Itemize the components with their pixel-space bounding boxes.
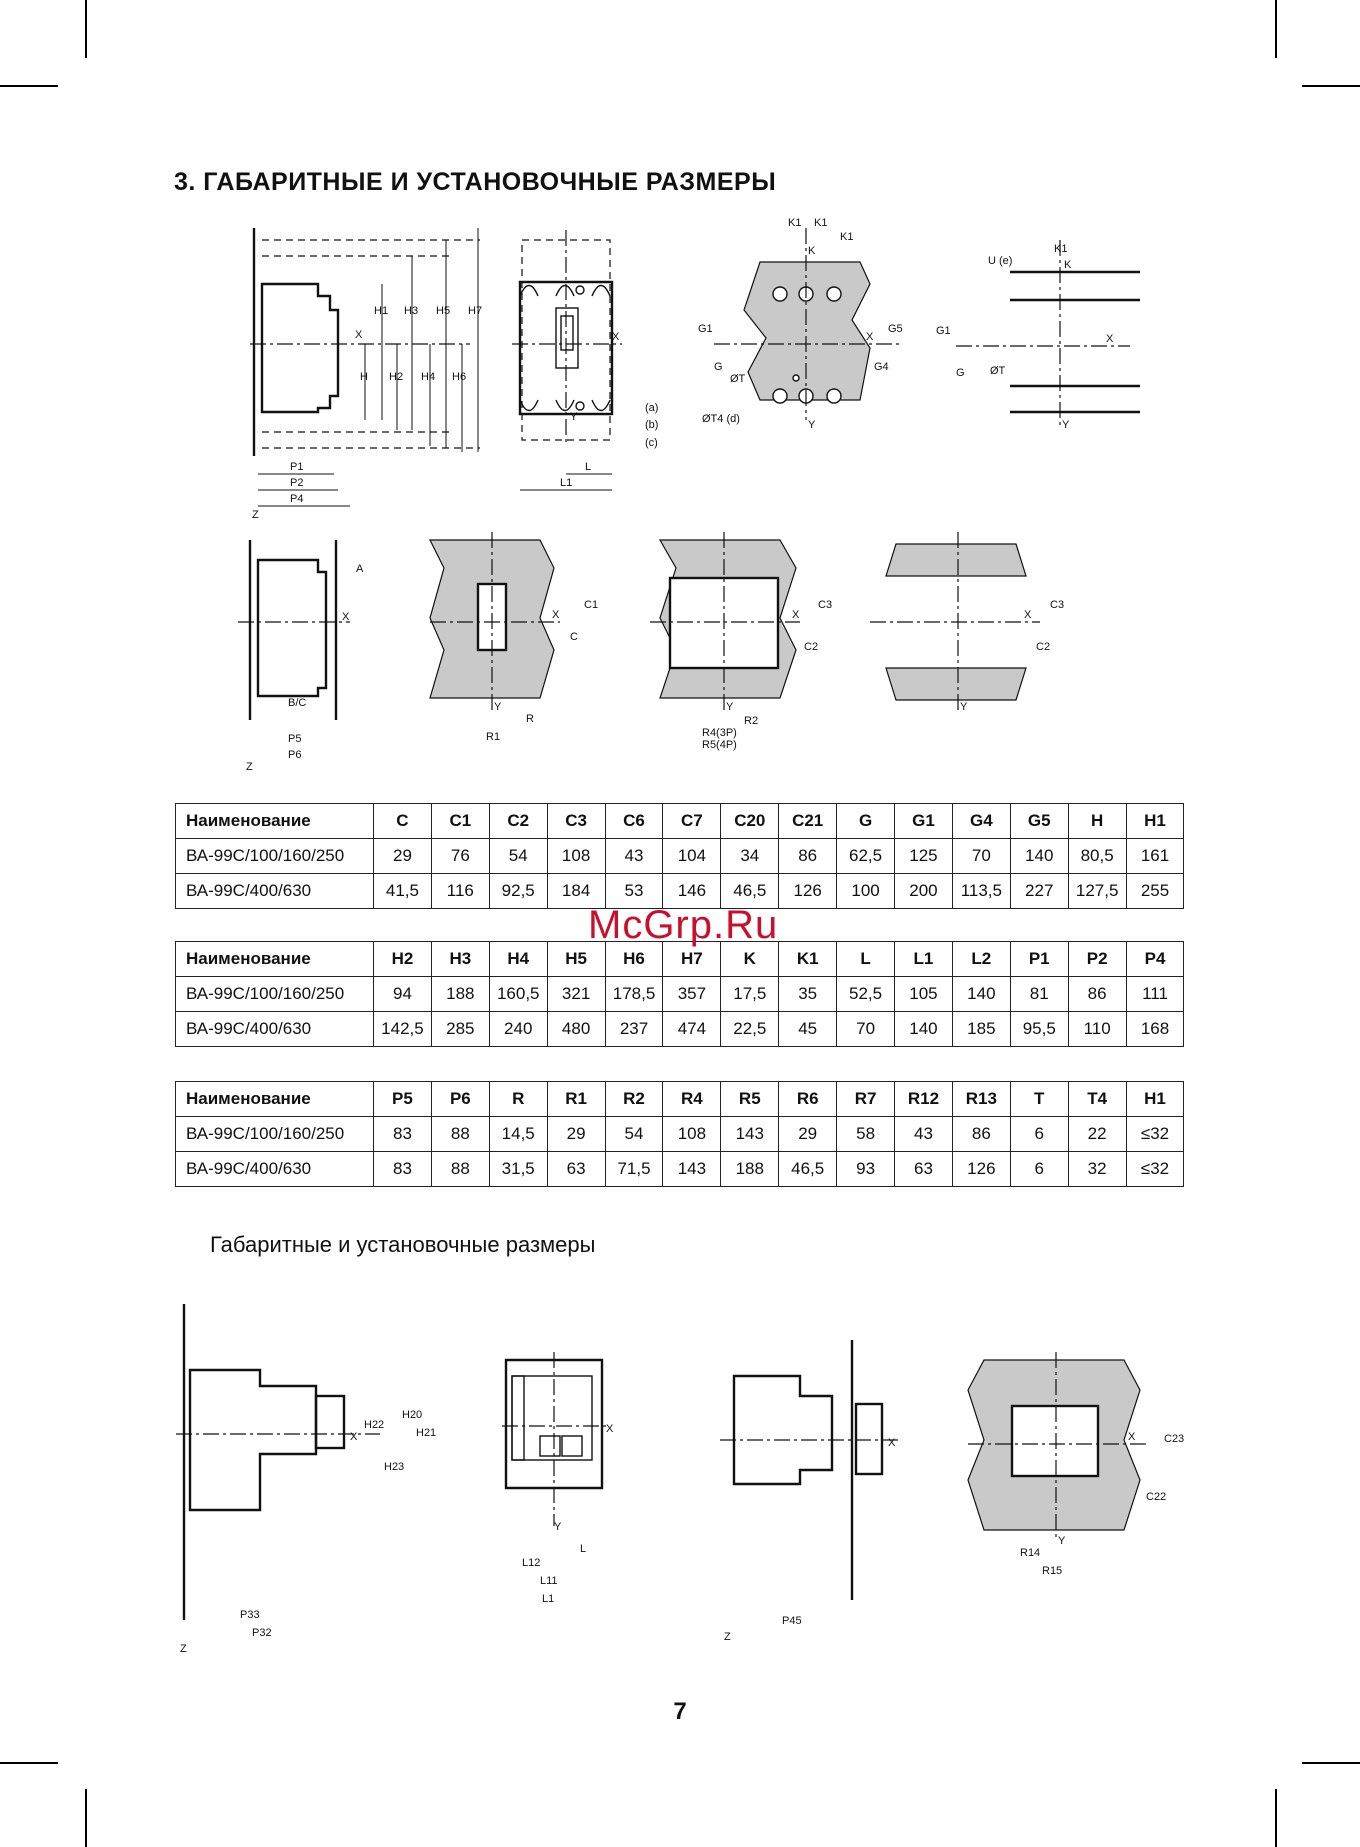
page-number: 7 [673, 1698, 687, 1725]
table-cell: 127,5 [1068, 874, 1126, 909]
svg-text:Y: Y [1062, 419, 1070, 431]
column-header: P1 [1010, 942, 1068, 977]
table-cell: 43 [895, 1117, 953, 1152]
svg-text:Z: Z [246, 761, 253, 773]
table-cell: 184 [547, 874, 605, 909]
table-row [176, 1012, 1184, 1047]
table-cell: 126 [779, 874, 837, 909]
svg-text:H21: H21 [416, 1427, 437, 1439]
table-cell: 22 [1068, 1117, 1126, 1152]
table-row [176, 1117, 1184, 1152]
svg-text:C22: C22 [1146, 1491, 1167, 1503]
svg-text:P1: P1 [290, 461, 304, 473]
table-cell: 29 [547, 1117, 605, 1152]
column-header: H2 [374, 942, 432, 977]
svg-text:L: L [580, 1543, 587, 1555]
svg-text:ØT: ØT [990, 365, 1006, 377]
table-cell: ВА-99С/100/160/250 [176, 839, 374, 874]
column-header: C21 [779, 804, 837, 839]
table-cell: 321 [547, 977, 605, 1012]
table-cell: 54 [605, 1117, 663, 1152]
svg-text:K1: K1 [840, 231, 854, 243]
svg-text:G: G [956, 367, 965, 379]
table-cell: 46,5 [779, 1152, 837, 1187]
table-cell: 94 [374, 977, 432, 1012]
table-cell: 111 [1126, 977, 1184, 1012]
svg-text:H4: H4 [421, 371, 436, 383]
table-cell: 46,5 [721, 874, 779, 909]
svg-text:C23: C23 [1164, 1433, 1185, 1445]
column-header: C2 [489, 804, 547, 839]
table-cell: 285 [431, 1012, 489, 1047]
figure-accessory-rear-mount [720, 1340, 900, 1643]
column-header: G4 [952, 804, 1010, 839]
column-header: Наименование [176, 1082, 374, 1117]
column-header: H4 [489, 942, 547, 977]
table-cell: 357 [663, 977, 721, 1012]
svg-text:(b): (b) [645, 419, 659, 431]
svg-text:K1: K1 [788, 217, 802, 229]
section-heading: 3. ГАБАРИТНЫЕ И УСТАНОВОЧНЫЕ РАЗМЕРЫ [174, 168, 777, 196]
svg-text:H7: H7 [468, 305, 483, 317]
table-cell: 32 [1068, 1152, 1126, 1187]
svg-text:L11: L11 [540, 1575, 558, 1587]
svg-text:Y: Y [960, 701, 968, 713]
svg-text:Z: Z [180, 1643, 187, 1655]
table-cell: 480 [547, 1012, 605, 1047]
svg-text:U (e): U (e) [988, 255, 1013, 267]
column-header: H7 [663, 942, 721, 977]
figure-busbar-connection [936, 240, 1140, 431]
table-cell: ВА-99С/400/630 [176, 1012, 374, 1047]
table-cell: 80,5 [1068, 839, 1126, 874]
svg-text:H5: H5 [436, 305, 451, 317]
table-cell: 86 [1068, 977, 1126, 1012]
svg-text:P33: P33 [240, 1609, 260, 1621]
table-row [176, 977, 1184, 1012]
table-cell: 35 [779, 977, 837, 1012]
svg-text:G5: G5 [888, 323, 903, 335]
column-header: R6 [779, 1082, 837, 1117]
svg-text:P32: P32 [252, 1627, 272, 1639]
table-cell: 6 [1010, 1152, 1068, 1187]
table-cell: 22,5 [721, 1012, 779, 1047]
svg-text:C3: C3 [1050, 599, 1065, 611]
svg-text:L1: L1 [560, 477, 573, 489]
table-cell: 92,5 [489, 874, 547, 909]
table-cell: 188 [721, 1152, 779, 1187]
column-header: R4 [663, 1082, 721, 1117]
table-cell: 31,5 [489, 1152, 547, 1187]
table-cell: 108 [663, 1117, 721, 1152]
svg-text:R14: R14 [1020, 1547, 1041, 1559]
table-cell: ВА-99С/100/160/250 [176, 1117, 374, 1152]
table-cell: 83 [374, 1152, 432, 1187]
column-header: H [1068, 804, 1126, 839]
table-cell: 178,5 [605, 977, 663, 1012]
svg-text:G4: G4 [874, 361, 889, 373]
svg-text:H2: H2 [389, 371, 404, 383]
table-cell: 140 [952, 977, 1010, 1012]
dimensions-table-2 [175, 941, 1184, 1047]
table-cell: 53 [605, 874, 663, 909]
figure-cutout-wide [650, 532, 832, 751]
column-header: G5 [1010, 804, 1068, 839]
table-cell: 160,5 [489, 977, 547, 1012]
svg-text:X: X [342, 611, 350, 623]
table-cell: 113,5 [952, 874, 1010, 909]
column-header: T [1010, 1082, 1068, 1117]
table-cell: 143 [721, 1117, 779, 1152]
table-cell: ≤32 [1126, 1117, 1184, 1152]
table-cell: 43 [605, 839, 663, 874]
svg-text:C2: C2 [804, 641, 819, 653]
table-cell: 140 [1010, 839, 1068, 874]
svg-text:L12: L12 [522, 1557, 541, 1569]
svg-text:C2: C2 [1036, 641, 1051, 653]
svg-text:X: X [612, 331, 620, 343]
svg-text:P5: P5 [288, 733, 302, 745]
figure-side-mount [238, 540, 364, 773]
column-header: P5 [374, 1082, 432, 1117]
dimensions-table-3 [175, 1081, 1184, 1187]
svg-text:Y: Y [570, 411, 578, 423]
table-cell: 125 [895, 839, 953, 874]
svg-text:(c): (c) [645, 437, 658, 449]
table-cell: 126 [952, 1152, 1010, 1187]
svg-text:Y: Y [726, 701, 734, 713]
column-header: L2 [952, 942, 1010, 977]
svg-text:K1: K1 [1054, 243, 1068, 255]
svg-text:X: X [552, 609, 560, 621]
table-cell: 52,5 [837, 977, 895, 1012]
svg-text:ØT4 (d): ØT4 (d) [702, 413, 740, 425]
svg-text:C3: C3 [818, 599, 833, 611]
column-header: R [489, 1082, 547, 1117]
column-header: K [721, 942, 779, 977]
table-cell: 76 [431, 839, 489, 874]
svg-text:K: K [808, 245, 816, 257]
table-cell: 29 [374, 839, 432, 874]
svg-text:R15: R15 [1042, 1565, 1063, 1577]
svg-text:Z: Z [724, 1631, 731, 1643]
svg-text:A: A [356, 563, 364, 575]
table-cell: 86 [952, 1117, 1010, 1152]
table-cell: 95,5 [1010, 1012, 1068, 1047]
table-cell: 58 [837, 1117, 895, 1152]
table-cell: 93 [837, 1152, 895, 1187]
table-cell: 108 [547, 839, 605, 874]
table-header-row [176, 804, 1184, 839]
column-header: G1 [895, 804, 953, 839]
svg-text:(a): (a) [645, 402, 659, 414]
svg-text:L: L [585, 461, 592, 473]
table-cell: 185 [952, 1012, 1010, 1047]
table-cell: 88 [431, 1117, 489, 1152]
svg-text:ØT: ØT [730, 373, 746, 385]
table-cell: 14,5 [489, 1117, 547, 1152]
table-cell: ВА-99С/400/630 [176, 874, 374, 909]
figure-accessory-front [502, 1352, 614, 1605]
table-cell: ≤32 [1126, 1152, 1184, 1187]
table-cell: 161 [1126, 839, 1184, 874]
svg-text:H22: H22 [364, 1419, 385, 1431]
table-cell: 240 [489, 1012, 547, 1047]
column-header: H1 [1126, 804, 1184, 839]
column-header: K1 [779, 942, 837, 977]
svg-text:G: G [714, 361, 723, 373]
svg-text:R2: R2 [744, 715, 759, 727]
figure-drilling-pattern [698, 217, 903, 431]
column-header: C [374, 804, 432, 839]
svg-text:P6: P6 [288, 749, 302, 761]
svg-text:R1: R1 [486, 731, 501, 743]
svg-text:P4: P4 [290, 493, 304, 505]
svg-text:X: X [355, 329, 363, 341]
table-cell: 116 [431, 874, 489, 909]
table-cell: 227 [1010, 874, 1068, 909]
column-header: P2 [1068, 942, 1126, 977]
table-cell: 255 [1126, 874, 1184, 909]
svg-text:Y: Y [494, 701, 502, 713]
table-cell: 474 [663, 1012, 721, 1047]
svg-text:P2: P2 [290, 477, 304, 489]
svg-text:X: X [606, 1423, 614, 1435]
svg-text:H: H [360, 371, 368, 383]
svg-text:H20: H20 [402, 1409, 423, 1421]
svg-text:H1: H1 [374, 305, 389, 317]
column-header: C6 [605, 804, 663, 839]
column-header: T4 [1068, 1082, 1126, 1117]
dimensions-table-1 [175, 803, 1184, 909]
figure-accessory-side [176, 1304, 436, 1655]
svg-text:H6: H6 [452, 371, 467, 383]
table-cell: 88 [431, 1152, 489, 1187]
subsection-heading: Габаритные и установочные размеры [210, 1232, 596, 1257]
svg-text:H23: H23 [384, 1461, 405, 1473]
column-header: R12 [895, 1082, 953, 1117]
table-cell: 140 [895, 1012, 953, 1047]
svg-text:P45: P45 [782, 1615, 802, 1627]
svg-text:H3: H3 [404, 305, 419, 317]
table-cell: 188 [431, 977, 489, 1012]
svg-text:Y: Y [808, 419, 816, 431]
table-cell: 237 [605, 1012, 663, 1047]
svg-text:G1: G1 [698, 323, 713, 335]
column-header: R7 [837, 1082, 895, 1117]
watermark: McGrp.Ru [588, 903, 779, 947]
column-header: C1 [431, 804, 489, 839]
table-row [176, 839, 1184, 874]
svg-text:K1: K1 [814, 217, 828, 229]
table-row [176, 1152, 1184, 1187]
column-header: H3 [431, 942, 489, 977]
table-cell: 70 [952, 839, 1010, 874]
column-header: Наименование [176, 804, 374, 839]
table-cell: 168 [1126, 1012, 1184, 1047]
table-cell: 63 [547, 1152, 605, 1187]
svg-text:Y: Y [1058, 1535, 1066, 1547]
column-header: Наименование [176, 942, 374, 977]
svg-text:X: X [792, 609, 800, 621]
table-cell: 71,5 [605, 1152, 663, 1187]
svg-text:K: K [1064, 259, 1072, 271]
table-cell: 54 [489, 839, 547, 874]
column-header: R13 [952, 1082, 1010, 1117]
table-cell: 29 [779, 1117, 837, 1152]
table-cell: 104 [663, 839, 721, 874]
table-cell: 6 [1010, 1117, 1068, 1152]
table-cell: 100 [837, 874, 895, 909]
svg-text:C: C [570, 631, 578, 643]
table-cell: 41,5 [374, 874, 432, 909]
svg-text:R: R [526, 713, 534, 725]
svg-text:C1: C1 [584, 599, 599, 611]
column-header: P4 [1126, 942, 1184, 977]
table-cell: 17,5 [721, 977, 779, 1012]
svg-text:X: X [888, 1437, 896, 1449]
table-cell: 86 [779, 839, 837, 874]
column-header: L [837, 942, 895, 977]
table-cell: 45 [779, 1012, 837, 1047]
figure-cutout-narrow [430, 532, 598, 743]
table-cell: 142,5 [374, 1012, 432, 1047]
figure-front-view [512, 230, 658, 490]
column-header: H1 [1126, 1082, 1184, 1117]
svg-text:X: X [350, 1431, 358, 1443]
svg-text:R4(3P): R4(3P) [702, 727, 737, 739]
svg-text:Z: Z [252, 509, 259, 521]
column-header: R1 [547, 1082, 605, 1117]
svg-text:R5(4P): R5(4P) [702, 739, 737, 751]
svg-text:Y: Y [554, 1521, 562, 1533]
column-header: C7 [663, 804, 721, 839]
table-cell: 143 [663, 1152, 721, 1187]
table-cell: ВА-99С/100/160/250 [176, 977, 374, 1012]
table-header-row [176, 1082, 1184, 1117]
table-cell: 63 [895, 1152, 953, 1187]
column-header: P6 [431, 1082, 489, 1117]
figure-accessory-cutout [968, 1352, 1184, 1577]
table-cell: 200 [895, 874, 953, 909]
column-header: C20 [721, 804, 779, 839]
column-header: C3 [547, 804, 605, 839]
column-header: H6 [605, 942, 663, 977]
column-header: R5 [721, 1082, 779, 1117]
table-cell: 110 [1068, 1012, 1126, 1047]
column-header: L1 [895, 942, 953, 977]
figure-cutout-open [870, 532, 1064, 713]
svg-text:X: X [1024, 609, 1032, 621]
svg-text:L1: L1 [542, 1593, 555, 1605]
table-cell: 70 [837, 1012, 895, 1047]
table-cell: 105 [895, 977, 953, 1012]
svg-text:X: X [1128, 1431, 1136, 1443]
table-cell: ВА-99С/400/630 [176, 1152, 374, 1187]
column-header: H5 [547, 942, 605, 977]
table-cell: 34 [721, 839, 779, 874]
figure-side-view [250, 228, 482, 521]
table-cell: 81 [1010, 977, 1068, 1012]
table-cell: 62,5 [837, 839, 895, 874]
svg-text:X: X [1106, 333, 1114, 345]
column-header: R2 [605, 1082, 663, 1117]
svg-text:X: X [866, 331, 874, 343]
column-header: G [837, 804, 895, 839]
table-cell: 146 [663, 874, 721, 909]
svg-text:G1: G1 [936, 325, 951, 337]
table-cell: 83 [374, 1117, 432, 1152]
svg-text:B/C: B/C [288, 697, 307, 709]
